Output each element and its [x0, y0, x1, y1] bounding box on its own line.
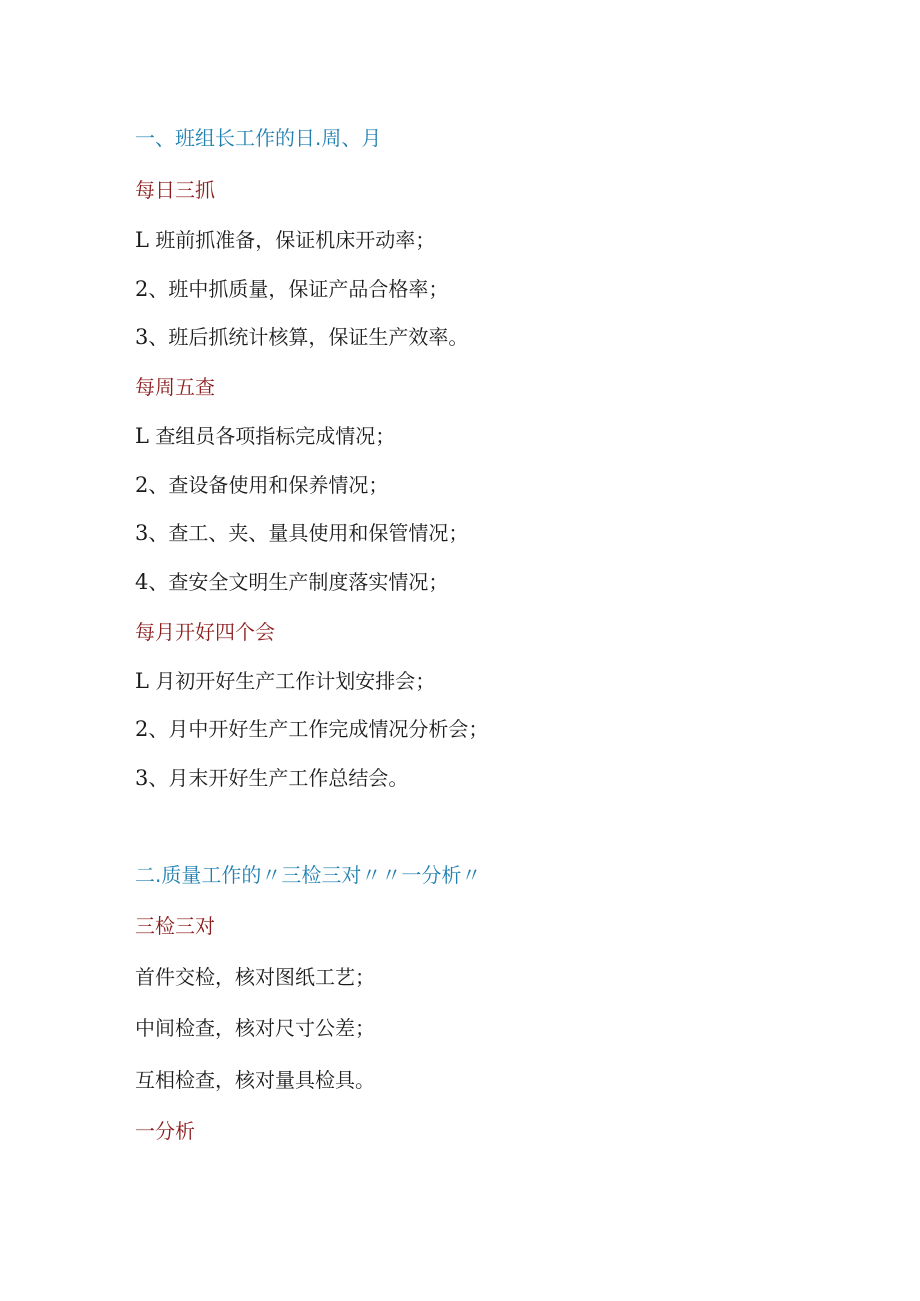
list-item [135, 472, 388, 498]
item-number: 2 [135, 277, 149, 301]
item-text: 查组员各项指标完成情况； [155, 424, 396, 448]
item-text: 、查设备使用和保养情况； [148, 473, 389, 497]
section-heading: 二.质量工作的〃三检三对〃〃一分析〃 [135, 863, 482, 887]
item-number: L [135, 669, 149, 693]
item-text: 、查工、夹、量具使用和保管情况； [148, 521, 469, 545]
item-number: L [135, 228, 149, 252]
list-item: 中间检查，核对尺寸公差； [135, 1016, 375, 1040]
item-text: 、查安全文明生产制度落实情况； [148, 570, 449, 594]
list-item [135, 569, 448, 595]
list-item [135, 668, 435, 694]
group-title: 一分析 [135, 1119, 195, 1143]
list-item [135, 276, 448, 302]
item-number: 3 [135, 521, 149, 545]
item-text: 、班后抓统计核算，保证生产效率。 [148, 325, 469, 349]
item-text: 班前抓准备，保证机床开动率； [155, 228, 436, 252]
list-item [135, 423, 395, 449]
list-item [135, 227, 435, 253]
item-text: 、月中开好生产工作完成情况分析会； [148, 717, 489, 741]
group-title: 每日三抓 [135, 178, 215, 202]
item-number: 4 [135, 570, 149, 594]
list-item [135, 520, 468, 546]
list-item: 互相检查，核对量具检具。 [135, 1068, 375, 1092]
group-title: 每月开好四个会 [135, 620, 275, 644]
list-item [135, 324, 468, 350]
list-item [135, 716, 488, 742]
item-text: 、月末开好生产工作总结会。 [148, 766, 409, 790]
item-text: 月初开好生产工作计划安排会； [155, 669, 436, 693]
item-number: 3 [135, 766, 149, 790]
item-number: 2 [135, 717, 149, 741]
item-number: L [135, 424, 149, 448]
item-number: 3 [135, 325, 149, 349]
item-text: 、班中抓质量，保证产品合格率； [148, 277, 449, 301]
group-title: 每周五查 [135, 375, 215, 399]
item-number: 2 [135, 473, 149, 497]
list-item: 首件交检，核对图纸工艺； [135, 965, 375, 989]
section-heading: 一、班组长工作的日.周、月 [135, 126, 382, 150]
group-title: 三检三对 [135, 914, 215, 938]
list-item [135, 765, 408, 791]
